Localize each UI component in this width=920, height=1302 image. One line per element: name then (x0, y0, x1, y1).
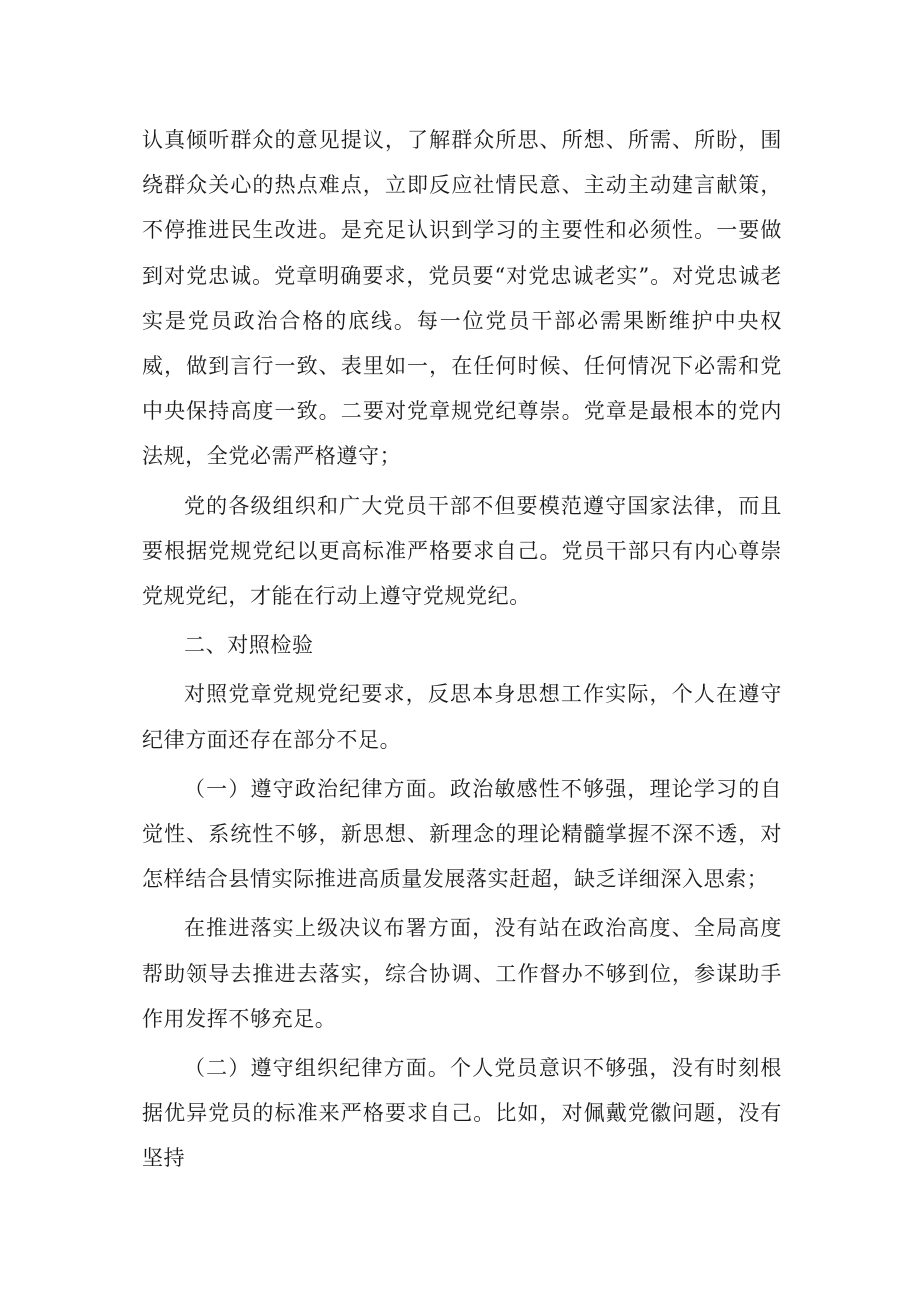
paragraph-party-discipline: 党的各级组织和广大党员干部不但要模范遵守国家法律，而且要根据党规党纪以更高标准严格要求自己。党员干部只有内心尊崇党规党纪，才能在行动上遵守党规党纪。 (142, 493, 782, 609)
paragraph-organizational-discipline: （二）遵守组织纪律方面。个人党员意识不够强，没有时刻根据优异党员的标准来严格要求自己。比如，对佩戴党徽问题，没有坚持 (142, 1056, 782, 1171)
paragraph-implementation: 在推进落实上级决议布署方面，没有站在政治高度、全局高度帮助领导去推进去落实，综合协调、工作督办不够到位，参谋助手作用发挥不够充足。 (142, 916, 782, 1031)
section-heading-comparison: 二、对照检验 (184, 633, 314, 658)
document-body (142, 118, 782, 1186)
paragraph-political-discipline: （一）遵守政治纪律方面。政治敏感性不够强，理论学习的自觉性、系统性不够，新思想、新理念的理论精髓掌握不深不透，对怎样结合县情实际推进高质量发展落实赶超，缺乏详细深入思索； (142, 776, 782, 892)
paragraph-party-loyalty: 认真倾听群众的意见提议，了解群众所思、所想、所需、所盼，围绕群众关心的热点难点，立即反应社情民意、主动主动建言献策，不停推进民生改进。是充足认识到学习的主要性和必须性。一要做到对党忠诚。党章明确要求，党员要“对党忠诚老实”。对党忠诚老实是党员政治合格的底线。每一位党员干部必需果断维护中央权威，做到言行一致、表里如一，在任何时候、任何情况下必需和党中央保持高度一致。二要对党章规党纪尊崇。党章是最根本的党内法规，全党必需严格遵守； (142, 128, 782, 469)
paragraph-reflection: 对照党章党规党纪要求，反思本身思想工作实际，个人在遵守纪律方面还存在部分不足。 (142, 682, 782, 752)
